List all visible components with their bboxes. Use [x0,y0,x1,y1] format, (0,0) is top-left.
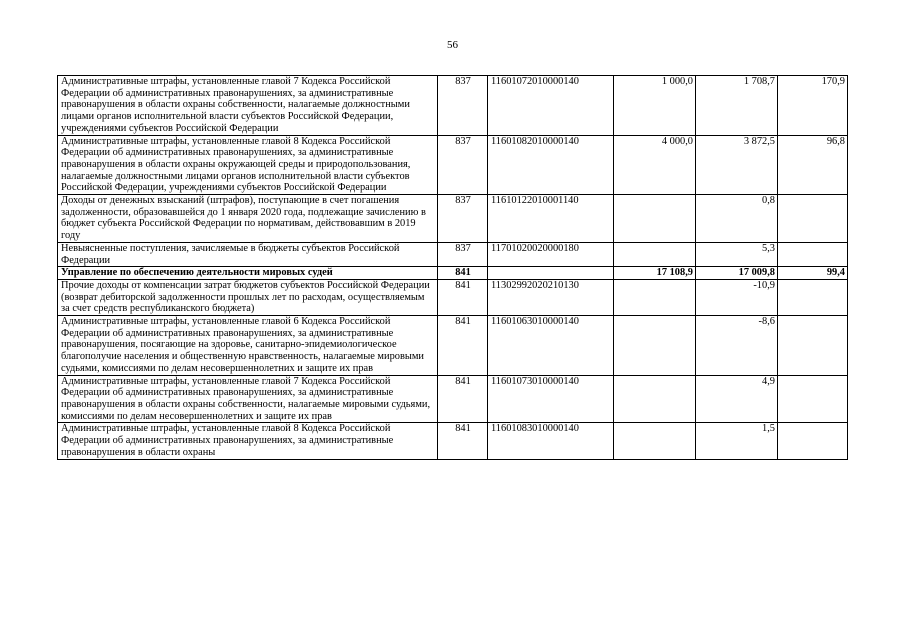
income-code-cell: 11610122010001140 [488,195,614,243]
percent-cell [778,423,848,459]
percent-cell [778,375,848,423]
admin-code-cell: 837 [438,242,488,266]
table-row [58,279,848,315]
income-code-cell: 11701020020000180 [488,242,614,266]
percent-cell [778,279,848,315]
income-code-cell: 11601063010000140 [488,316,614,376]
admin-code-cell: 837 [438,195,488,243]
plan-value-cell [614,195,696,243]
actual-value-cell: -10,9 [696,279,778,315]
actual-value-cell: -8,6 [696,316,778,376]
table-body [58,76,848,460]
actual-value-cell: 4,9 [696,375,778,423]
admin-code-cell: 837 [438,76,488,136]
income-name-cell: Административные штрафы, установленные главой 7 Кодекса Российской Федерации об административных правонарушениях, за административные правонарушения в области охраны собственности, налагаемые мировыми судьями, комиссиями по делам несовершеннолетних и защите их прав [58,375,438,423]
table-row [58,242,848,266]
page-number: 56 [447,39,458,51]
income-name-cell: Доходы от денежных взысканий (штрафов), поступающие в счет погашения задолженности, образовавшейся до 1 января 2020 года, подлежащие зачислению в бюджет субъекта Российской Федерации по нормативам, действовавшим в 2019 году [58,195,438,243]
actual-value-cell: 5,3 [696,242,778,266]
income-name-cell: Административные штрафы, установленные главой 7 Кодекса Российской Федерации об административных правонарушениях, за административные правонарушения в области охраны собственности, налагаемые должностными лицами органов исполнительной власти субъектов Российской Федерации, учреждениями субъектов Российской Федерации [58,76,438,136]
percent-cell: 96,8 [778,135,848,195]
income-name-cell: Административные штрафы, установленные главой 6 Кодекса Российской Федерации об административных правонарушениях, за административные правонарушения, посягающие на здоровье, санитарно-эпидемиологическое благополучие населения и общественную нравственность, налагаемые мировыми судьями, комиссиями по делам несовершеннолетних и защите их прав [58,316,438,376]
income-name-cell: Невыясненные поступления, зачисляемые в бюджеты субъектов Российской Федерации [58,242,438,266]
actual-value-cell: 1 708,7 [696,76,778,136]
table-row [58,423,848,459]
income-code-cell: 11601083010000140 [488,423,614,459]
plan-value-cell: 4 000,0 [614,135,696,195]
percent-cell: 99,4 [778,267,848,280]
plan-value-cell [614,279,696,315]
income-code-cell: 11601072010000140 [488,76,614,136]
income-name-cell: Управление по обеспечению деятельности мировых судей [58,267,438,280]
table-row [58,316,848,376]
income-code-cell: 11302992020210130 [488,279,614,315]
plan-value-cell: 17 108,9 [614,267,696,280]
actual-value-cell: 17 009,8 [696,267,778,280]
income-code-cell: 11601073010000140 [488,375,614,423]
admin-code-cell: 841 [438,316,488,376]
table-row [58,135,848,195]
table-row [58,76,848,136]
percent-cell: 170,9 [778,76,848,136]
actual-value-cell: 1,5 [696,423,778,459]
income-code-cell [488,267,614,280]
income-name-cell: Прочие доходы от компенсации затрат бюджетов субъектов Российской Федерации (возврат дебиторской задолженности прошлых лет по расходам, осуществляемым за счет средств республиканского бюджета) [58,279,438,315]
admin-code-cell: 841 [438,267,488,280]
budget-revenue-table [57,75,848,460]
plan-value-cell: 1 000,0 [614,76,696,136]
plan-value-cell [614,375,696,423]
plan-value-cell [614,242,696,266]
percent-cell [778,195,848,243]
admin-code-cell: 841 [438,279,488,315]
income-name-cell: Административные штрафы, установленные главой 8 Кодекса Российской Федерации об административных правонарушениях, за административные правонарушения в области охраны окружающей среды и природопользования, налагаемые должностными лицами органов исполнительной власти субъектов Российской Федерации, учреждениями субъектов Российской Федерации [58,135,438,195]
actual-value-cell: 3 872,5 [696,135,778,195]
admin-code-cell: 837 [438,135,488,195]
percent-cell [778,242,848,266]
actual-value-cell: 0,8 [696,195,778,243]
plan-value-cell [614,423,696,459]
section-header-row [58,267,848,280]
income-code-cell: 11601082010000140 [488,135,614,195]
income-name-cell: Административные штрафы, установленные главой 8 Кодекса Российской Федерации об административных правонарушениях, за административные правонарушения в области охраны [58,423,438,459]
admin-code-cell: 841 [438,423,488,459]
table-row [58,375,848,423]
table-row [58,195,848,243]
percent-cell [778,316,848,376]
admin-code-cell: 841 [438,375,488,423]
plan-value-cell [614,316,696,376]
